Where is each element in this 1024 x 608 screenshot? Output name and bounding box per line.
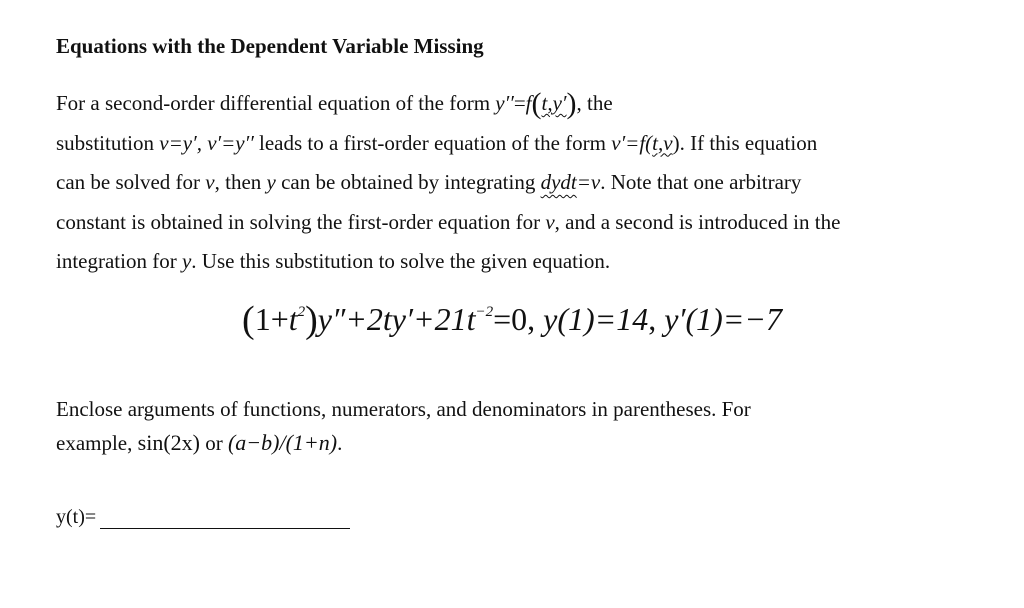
example-fraction: (a−b)/(1+n)	[227, 430, 338, 455]
answer-label: y(t)=	[56, 506, 97, 528]
note-line-2	[56, 426, 986, 459]
text-span: , then	[214, 170, 267, 194]
text-span: .	[337, 431, 343, 455]
text-span: or	[199, 431, 228, 455]
initial-condition-1: y(1)=14	[543, 301, 649, 337]
separator: ,	[648, 301, 665, 337]
initial-condition-2: y′(1)=−7	[664, 301, 782, 337]
math-v: v	[205, 170, 215, 194]
exponent: −2	[475, 304, 494, 320]
equation-text: 1+	[254, 301, 289, 337]
math-y-double-prime: y′′	[495, 91, 514, 115]
math-y: y	[181, 249, 192, 273]
math-f: f	[525, 91, 532, 115]
math-args-t-v: t,v	[652, 130, 673, 155]
exponent: 2	[297, 304, 306, 320]
example-sin: sin(2x)	[137, 430, 200, 455]
text-span: , and a second is introduced in the	[554, 209, 841, 234]
problem-description	[56, 84, 986, 282]
description-line-2	[56, 124, 986, 164]
math-t: t	[466, 301, 476, 337]
text-span: integration for	[56, 249, 182, 273]
math-args-t-yprime: t,y′	[541, 91, 567, 115]
math-y: y	[266, 170, 276, 194]
close-paren: )	[566, 87, 577, 120]
text-span: . Use this substitution to solve the given equation.	[191, 249, 611, 273]
text-span: leads to a first-order equation of the form	[253, 130, 612, 155]
text-span: . If this equation	[679, 130, 818, 155]
text-span: substitution	[56, 130, 160, 155]
description-line-4	[56, 203, 986, 243]
text-span: example,	[56, 431, 138, 455]
text-span: For a second-order differential equation of the form	[56, 91, 496, 115]
math-equals: =	[513, 91, 526, 115]
math-first-order-form: v′=f(	[611, 130, 653, 155]
math-dydt: dydt	[540, 170, 577, 194]
text-span: can be solved for	[56, 170, 206, 194]
text-span: . Note that one arbitrary	[600, 170, 802, 194]
open-paren: (	[531, 87, 542, 120]
close-paren: )	[305, 299, 318, 341]
description-line-1	[56, 84, 986, 124]
math-close-paren: )	[672, 130, 680, 155]
answer-row	[56, 506, 350, 529]
equation-text: =0,	[493, 301, 544, 337]
text-span: can be obtained by integrating	[275, 170, 541, 194]
math-equals-v: =v	[576, 170, 601, 194]
note-line-1: Enclose arguments of functions, numerators, and denominators in parentheses. For	[56, 397, 751, 421]
given-equation	[0, 298, 1024, 342]
equation-text: y″+2ty′+21	[317, 301, 467, 337]
description-line-3	[56, 163, 986, 203]
text-span: constant is obtained in solving the first-order equation for	[56, 209, 546, 234]
text-span: , the	[576, 91, 613, 115]
formatting-note	[56, 393, 986, 459]
math-substitution: v=y′, v′=y′′	[159, 130, 254, 155]
math-v: v	[545, 209, 555, 234]
math-t: t	[288, 301, 298, 337]
open-paren: (	[242, 299, 255, 341]
description-line-5	[56, 242, 986, 282]
answer-input[interactable]	[100, 506, 350, 529]
problem-title: Equations with the Dependent Variable Missing	[56, 34, 484, 58]
